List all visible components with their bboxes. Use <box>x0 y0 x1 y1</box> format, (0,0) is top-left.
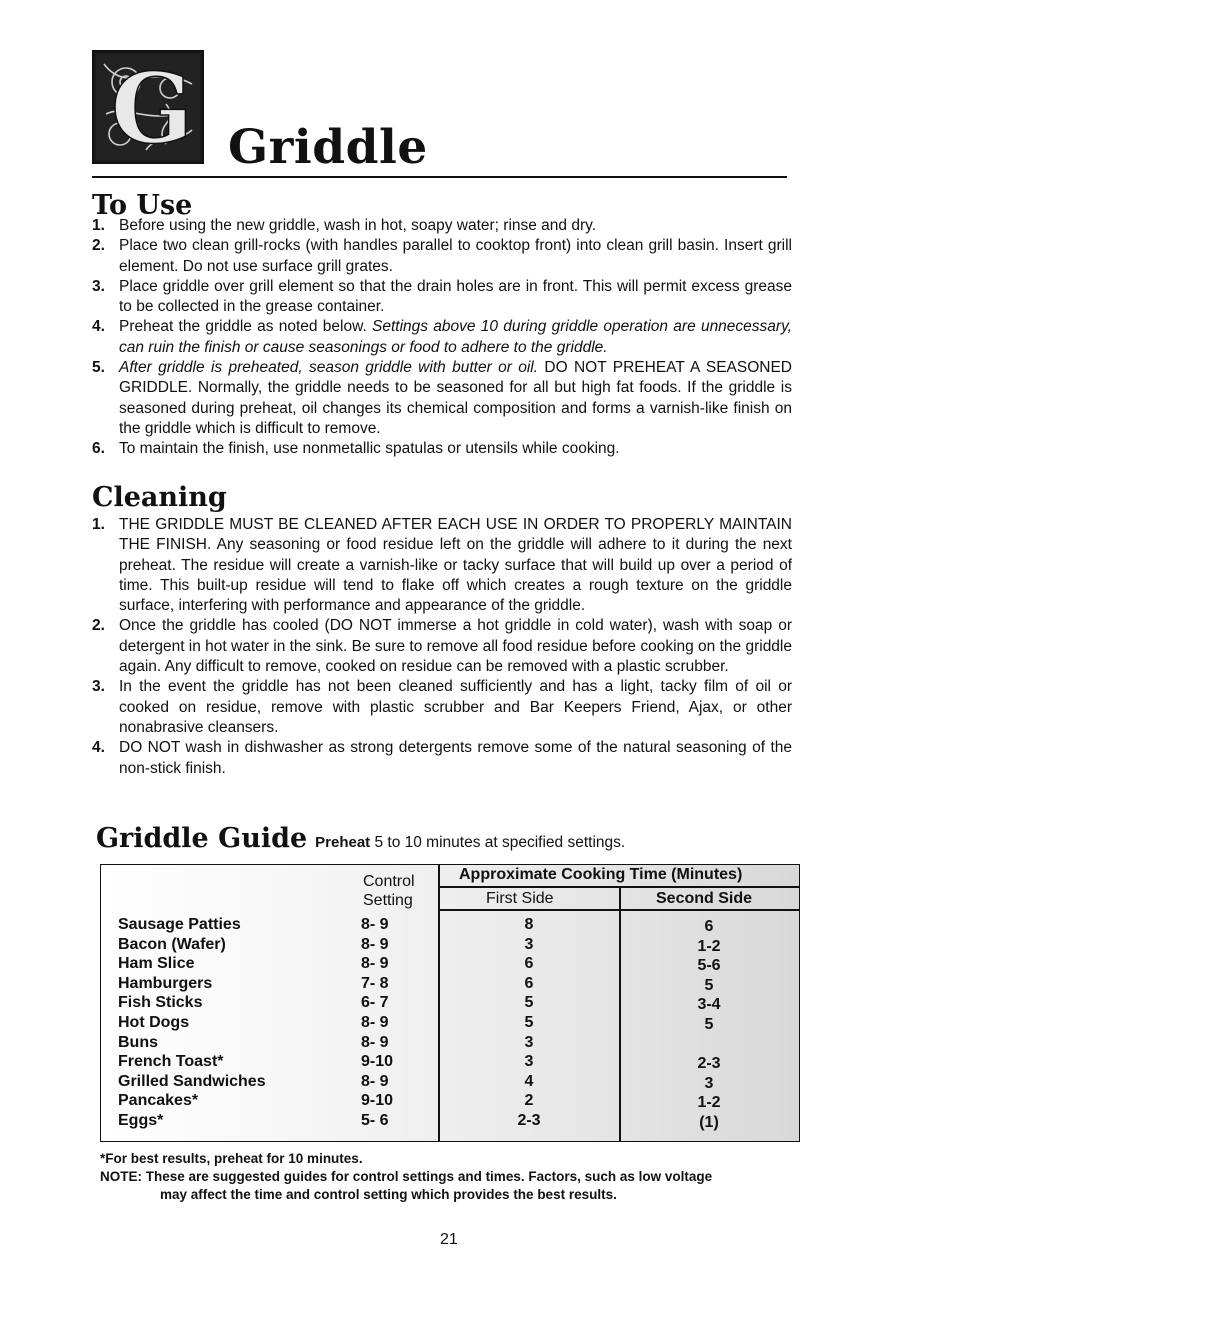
table-cell: 8- 9 <box>361 1033 389 1051</box>
table-cell: Sausage Patties <box>118 916 241 933</box>
table-cell: 6 <box>704 918 714 935</box>
section-heading-to-use: To Use <box>92 190 193 221</box>
second-side-column <box>679 917 739 1133</box>
table-cell: 9-10 <box>361 1053 394 1071</box>
table-divider <box>439 886 799 888</box>
table-cell: 5-6 <box>697 957 721 975</box>
table-cell: Hamburgers <box>118 974 213 992</box>
table-cell: 8- 9 <box>361 916 389 933</box>
table-cell: Fish Sticks <box>118 994 203 1012</box>
first-side-column <box>499 915 559 1131</box>
table-cell: 9-10 <box>361 1092 394 1110</box>
floral-ornament-icon <box>96 54 200 160</box>
table-cell <box>679 1035 739 1055</box>
page-title: Griddle <box>228 120 428 175</box>
preheat-label: Preheat <box>315 834 371 851</box>
list-item: 2. Place two clean grill-rocks (with handles parallel to cooktop front) into clean grill basin. Insert grill element. Do not use surface grill grates. <box>92 237 792 275</box>
list-item: 3. In the event the griddle has not been cleaned sufficiently and has a light, tacky film of oil or cooked on residue, remove with plastic scrubber and Bar Keepers Friend, Ajax, or other nonabrasive cleansers. <box>92 678 792 736</box>
table-cell: (1) <box>699 1113 719 1131</box>
page-number: 21 <box>440 1231 458 1248</box>
table-cell: 1-2 <box>697 1094 721 1112</box>
table-cell: 3 <box>524 1033 534 1051</box>
table-cell: 8 <box>524 916 534 933</box>
table-cell: 5 <box>704 1015 714 1033</box>
table-cell: 2-3 <box>517 1111 541 1129</box>
list-item: 4. Preheat the griddle as noted below. Settings above 10 during griddle operation are unnecessary, can ruin the finish or cause seasonings or food to adhere to the griddle. <box>92 318 792 356</box>
list-item: 1. Before using the new griddle, wash in hot, soapy water; rinse and dry. <box>92 217 597 234</box>
table-cell: 5- 6 <box>361 1111 389 1129</box>
table-cell: 6- 7 <box>361 994 389 1012</box>
setting-column <box>361 915 393 1131</box>
table-cell: 5 <box>704 976 714 994</box>
table-cell: 4 <box>524 1072 534 1090</box>
svg-text:G: G <box>111 54 193 160</box>
note <box>100 1168 810 1204</box>
title-rule <box>92 176 787 178</box>
list-item: 3. Place griddle over grill element so that the drain holes are in front. This will permit excess grease to be collected in the grease container. <box>92 277 792 316</box>
table-cell: Bacon (Wafer) <box>118 935 226 953</box>
list-item: 1. THE GRIDDLE MUST BE CLEANED AFTER EACH USE IN ORDER TO PROPERLY MAINTAIN THE FINISH. Any seasoning or food residue left on the griddle will adhere to it during the next preheat. The residue will create a varnish-like or tacky surface that will build up over a period of time. This built-up residue will tend to flake off which creates a rough texture on the griddle surface, interfering with performance and appearance of the griddle. <box>92 516 792 615</box>
table-cell: 7- 8 <box>361 974 389 992</box>
table-cell: 2 <box>524 1092 534 1110</box>
table-cell: 5 <box>524 994 534 1012</box>
table-divider <box>439 909 799 911</box>
table-cell: French Toast* <box>118 1053 224 1071</box>
table-divider <box>438 865 440 1141</box>
table-cell: 3 <box>704 1074 714 1092</box>
cleaning-list <box>92 515 792 779</box>
table-cell: Buns <box>118 1033 158 1051</box>
table-cell: Eggs* <box>118 1111 164 1129</box>
first-side-header: First Side <box>486 890 554 907</box>
second-side-header: Second Side <box>656 890 753 907</box>
list-item: 6. To maintain the finish, use nonmetallic spatulas or utensils while cooking. <box>92 440 620 458</box>
note-label: NOTE: <box>100 1169 142 1184</box>
footnote: *For best results, preheat for 10 minutes. <box>100 1151 363 1166</box>
control-header: Control <box>363 873 415 890</box>
griddle-guide-header <box>96 823 625 854</box>
section-heading-cleaning: Cleaning <box>92 482 227 513</box>
setting-header: Setting <box>363 892 413 909</box>
list-item: 2. Once the griddle has cooled (DO NOT immerse a hot griddle in cold water), wash with soap or detergent in hot water in the sink. Be sure to remove all food residue before cooking on the griddle again. Any difficult to remove, cooked on residue can be removed with a plastic scrubber. <box>92 617 792 676</box>
to-use-list <box>92 216 792 460</box>
approx-time-header: Approximate Cooking Time (Minutes) <box>459 866 743 883</box>
list-item: 4. DO NOT wash in dishwasher as strong detergents remove some of the natural seasoning of the non-stick finish. <box>92 739 792 777</box>
table-cell: Grilled Sandwiches <box>118 1072 266 1090</box>
preheat-instruction: 5 to 10 minutes at specified settings. <box>370 834 626 851</box>
table-cell: 3-4 <box>697 996 721 1014</box>
table-cell: Ham Slice <box>118 955 195 973</box>
table-cell: Pancakes* <box>118 1092 199 1110</box>
table-cell: 8- 9 <box>361 1013 389 1031</box>
table-divider <box>619 887 621 1141</box>
ornamental-dropcap <box>92 50 204 164</box>
table-cell: 3 <box>524 1053 534 1071</box>
table-cell: 8- 9 <box>361 1072 389 1090</box>
table-cell: 8- 9 <box>361 935 389 953</box>
list-item: 5. After griddle is preheated, season griddle with butter or oil. DO NOT PREHEAT A SEASONED GRIDDLE. Normally, the griddle needs to be seasoned for all but high fat foods. If the griddle is seasoned during preheat, oil changes its chemical composition and forms a varnish-like finish on the griddle which is difficult to remove. <box>92 359 793 437</box>
table-cell: 8- 9 <box>361 955 389 973</box>
section-heading-griddle-guide: Griddle Guide <box>96 823 308 854</box>
table-cell: 3 <box>524 935 534 953</box>
food-column <box>118 915 266 1131</box>
griddle-guide-table <box>100 864 800 1142</box>
table-cell: 1-2 <box>697 937 721 955</box>
page-header <box>92 50 787 180</box>
table-cell: Hot Dogs <box>118 1013 190 1031</box>
table-cell: 6 <box>524 974 534 992</box>
table-cell: 5 <box>524 1013 534 1031</box>
table-cell: 6 <box>524 955 534 973</box>
note-line-1: These are suggested guides for control settings and times. Factors, such as low voltage <box>142 1169 713 1184</box>
note-line-2: may affect the time and control setting which provides the best results. <box>160 1187 617 1202</box>
table-cell: 2-3 <box>697 1055 721 1073</box>
